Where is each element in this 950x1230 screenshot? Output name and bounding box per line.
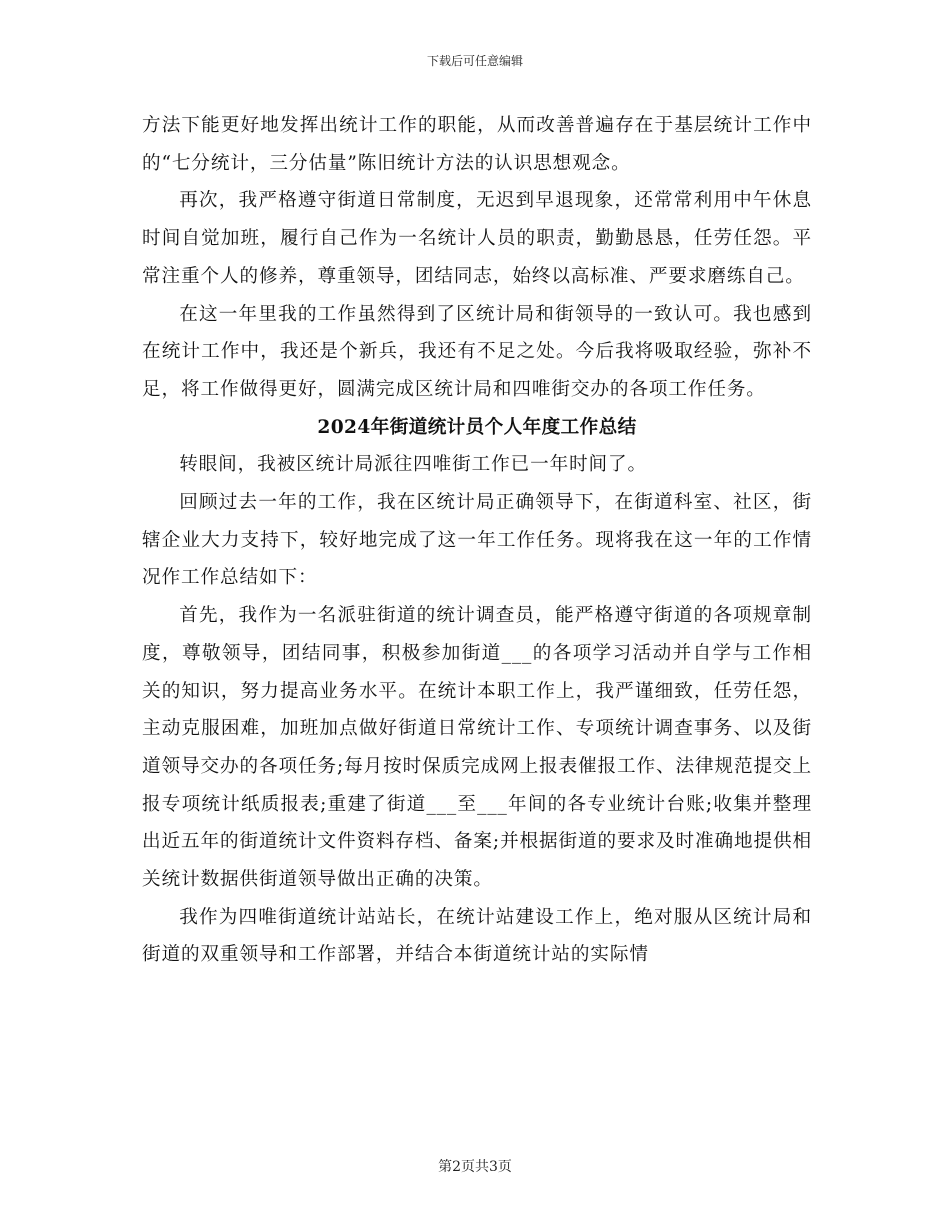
paragraph-6: 首先，我作为一名派驻街道的统计调查员，能严格遵守街道的各项规章制度，尊敬领导，团结同事，积极参加街道___的各项学习活动并自学与工作相关的知识，努力提高业务水平。在统计本职工作上，我严谨细致，任劳任怨，主动克服困难，加班加点做好街道日常统计工作、专项统计调查事务、以及街道领导交办的各项任务;每月按时保质完成网上报表催报工作、法律规范提交上报专项统计纸质报表;重建了街道___至___年间的各专业统计台账;收集并整理出近五年的街道统计文件资料存档、备案;并根据街道的要求及时准确地提供相关统计数据供街道领导做出正确的决策。: [142, 605, 812, 891]
paragraph-3: 在这一年里我的工作虽然得到了区统计局和街领导的一致认可。我也感到在统计工作中，我还是个新兵，我还有不足之处。今后我将吸取经验，弥补不足，将工作做得更好，圆满完成区统计局和四唯街交办的各项工作任务。: [142, 303, 812, 400]
paragraph-4: 转眼间，我被区统计局派往四唯街工作已一年时间了。: [179, 454, 648, 476]
document-body: [142, 107, 812, 974]
paragraph-1: 方法下能更好地发挥出统计工作的职能，从而改善普遍存在于基层统计工作中的“七分统计，三分估量”陈旧统计方法的认识思想观念。: [142, 115, 812, 174]
page-header: 下载后可任意编辑: [426, 54, 523, 68]
paragraph-5: 回顾过去一年的工作，我在区统计局正确领导下，在街道科室、社区，街辖企业大力支持下，较好地完成了这一年工作任务。现将我在这一年的工作情况作工作总结如下：: [142, 492, 812, 589]
page-number: 第2页共3页: [438, 1159, 512, 1175]
section-title: 2024年街道统计员个人年度工作总结: [317, 416, 637, 438]
paragraph-7: 我作为四唯街道统计站站长，在统计站建设工作上，绝对服从区统计局和街道的双重领导和工作部署，并结合本街道统计站的实际情: [142, 906, 812, 966]
paragraph-2: 再次，我严格遵守街道日常制度，无迟到早退现象，还常常利用中午休息时间自觉加班，履行自己作为一名统计人员的职责，勤勤恳恳，任劳任怨。平常注重个人的修养，尊重领导，团结同志，始终以高标准、严要求磨练自己。: [142, 190, 812, 287]
